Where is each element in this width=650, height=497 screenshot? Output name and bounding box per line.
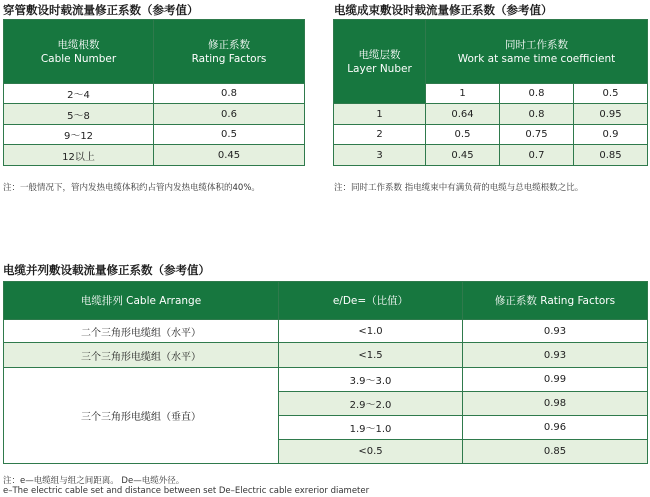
ratio-header: e/De=（比值） — [279, 282, 463, 320]
cell: 2～4 — [4, 84, 154, 104]
header-en: Work at same time coefficient — [457, 52, 616, 65]
cell: 0.9 — [574, 125, 648, 145]
header-en: Rating Factors — [191, 52, 267, 65]
cell: 0.8 — [500, 104, 574, 125]
rating-factor-header: 修正系数 Rating Factors — [463, 282, 648, 320]
table1-title: 穿管敷设时载流量修正系数（参考值） — [3, 3, 199, 17]
cell: 二个三角形电缆组（水平） — [4, 320, 279, 343]
table-row — [4, 84, 305, 104]
cell: 3.9～3.0 — [279, 368, 463, 392]
merged-arrange-cell: 三个三角形电缆组（垂直） — [4, 368, 279, 464]
cell: 1 — [334, 104, 426, 125]
table-row — [334, 125, 648, 145]
table-row — [4, 320, 648, 343]
cell: 2 — [334, 125, 426, 145]
table-row — [334, 145, 648, 166]
cell: 0.95 — [574, 104, 648, 125]
cell: 0.5 — [574, 84, 648, 104]
cell: 0.99 — [463, 368, 648, 392]
cell: <0.5 — [279, 440, 463, 464]
cable-arrange-table — [3, 281, 648, 464]
cell: 2.9～2.0 — [279, 392, 463, 416]
cell: 0.93 — [463, 343, 648, 368]
cell: 三个三角形电缆组（水平） — [4, 343, 279, 368]
cell: 0.96 — [463, 416, 648, 440]
layer-header — [334, 20, 426, 104]
header-cn: 同时工作系数 — [505, 38, 568, 51]
cable-number-header — [4, 20, 154, 84]
header-cn: 修正系数 — [208, 38, 250, 51]
layer-table — [333, 19, 648, 166]
table-row — [4, 104, 305, 125]
table3-note-cn: 注：e—电缆组与组之间距离。 De—电缆外径。 — [3, 476, 185, 486]
cable-arrange-header: 电缆排列 Cable Arrange — [4, 282, 279, 320]
table-row — [4, 343, 648, 368]
cell: 0.8 — [500, 84, 574, 104]
cell: 12以上 — [4, 145, 154, 166]
table3-note-en: e–The electric cable set and distance between set De–Electric cable exrerior diameter — [3, 486, 370, 496]
cell: 3 — [334, 145, 426, 166]
cell: 9～12 — [4, 125, 154, 145]
cell: 0.5 — [154, 125, 305, 145]
header-cn: 电缆根数 — [57, 38, 100, 51]
header-en: Layer Nuber — [347, 62, 412, 75]
header-cn: 电缆层数 — [358, 48, 401, 61]
cell: 0.64 — [426, 104, 500, 125]
cell: 5～8 — [4, 104, 154, 125]
table3-title: 电缆并列敷设载流量修正系数（参考值） — [3, 263, 210, 277]
cable-number-table — [3, 19, 305, 166]
cell: 0.75 — [500, 125, 574, 145]
table-row — [4, 145, 305, 166]
table-row — [334, 104, 648, 125]
coefficient-header — [426, 20, 648, 84]
cell: <1.0 — [279, 320, 463, 343]
cell: 0.85 — [463, 440, 648, 464]
cell: 0.93 — [463, 320, 648, 343]
table2-note: 注：同时工作系数 指电缆束中有满负荷的电缆与总电缆根数之比。 — [334, 183, 584, 193]
rating-factor-header — [154, 20, 305, 84]
table-row — [4, 368, 648, 392]
cell: 0.5 — [426, 125, 500, 145]
cell: 1.9～1.0 — [279, 416, 463, 440]
table2-title: 电缆成束敷设时载流量修正系数（参考值） — [334, 3, 553, 17]
table1-note: 注：一般情况下，管内发热电缆体积约占管内发热电缆体积的40%。 — [3, 183, 260, 193]
cell: 0.45 — [154, 145, 305, 166]
cell: 0.6 — [154, 104, 305, 125]
cell: <1.5 — [279, 343, 463, 368]
cell: 0.8 — [154, 84, 305, 104]
cell: 0.7 — [500, 145, 574, 166]
cell: 1 — [426, 84, 500, 104]
cell: 0.85 — [574, 145, 648, 166]
table-row — [4, 125, 305, 145]
header-en: Cable Number — [40, 52, 117, 65]
cell: 0.98 — [463, 392, 648, 416]
cell: 0.45 — [426, 145, 500, 166]
